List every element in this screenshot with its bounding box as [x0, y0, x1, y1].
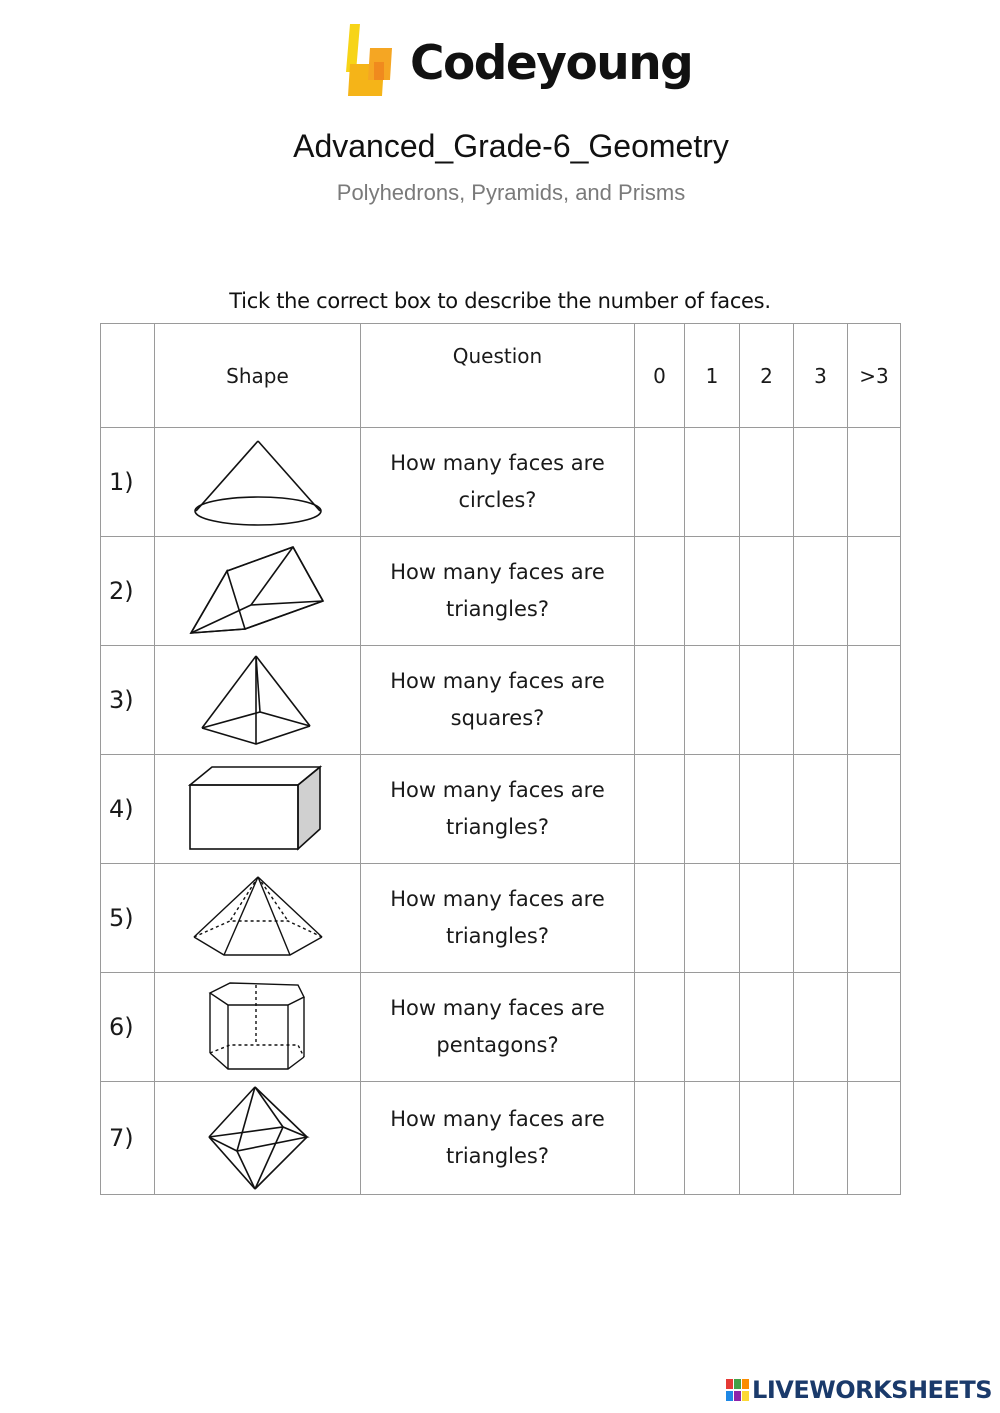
question-cell — [361, 864, 635, 973]
table-row — [101, 646, 901, 755]
table-row — [101, 537, 901, 646]
tick-box-more-than-3[interactable] — [848, 428, 901, 537]
tick-box-0[interactable] — [635, 1082, 685, 1195]
tick-box-1[interactable] — [685, 755, 740, 864]
question-text: pentagons? — [436, 1033, 559, 1057]
table-row — [101, 755, 901, 864]
tick-box-2[interactable] — [740, 428, 794, 537]
octahedron-icon — [203, 1083, 313, 1193]
question-text: triangles? — [445, 597, 550, 621]
header-option-1: 1 — [685, 324, 740, 428]
tick-box-1[interactable] — [685, 973, 740, 1082]
question-text: How many faces are — [390, 1107, 605, 1131]
tick-box-2[interactable] — [740, 537, 794, 646]
question-text: How many faces are — [390, 560, 605, 584]
header-shape: Shape — [155, 324, 361, 428]
header-number — [101, 324, 155, 428]
square-pyramid-icon — [198, 652, 318, 748]
tick-box-2[interactable] — [740, 864, 794, 973]
page-title: Advanced_Grade-6_Geometry — [293, 128, 729, 164]
tick-box-more-than-3[interactable] — [848, 646, 901, 755]
rectangular-prism-icon — [188, 763, 328, 855]
table-row — [101, 1082, 901, 1195]
question-text: squares? — [450, 706, 545, 730]
page-subtitle: Polyhedrons, Pyramids, and Prisms — [336, 180, 686, 205]
question-cell — [361, 428, 635, 537]
shape-cell — [155, 755, 361, 864]
tick-box-1[interactable] — [685, 537, 740, 646]
tick-box-2[interactable] — [740, 755, 794, 864]
question-text: How many faces are — [390, 996, 605, 1020]
triangular-prism-icon — [183, 543, 333, 639]
row-number: 1) — [101, 428, 155, 537]
brand-name: Codeyoung — [410, 36, 693, 91]
shape-cell — [155, 428, 361, 537]
liveworksheets-logo-icon — [726, 1379, 750, 1401]
shape-cell — [155, 537, 361, 646]
cone-icon — [188, 435, 328, 529]
table-row — [101, 864, 901, 973]
tick-box-3[interactable] — [794, 428, 848, 537]
tick-box-0[interactable] — [635, 537, 685, 646]
question-text: How many faces are — [390, 778, 605, 802]
header-option-0: 0 — [635, 324, 685, 428]
table-row — [101, 973, 901, 1082]
pentagonal-prism-icon — [206, 981, 310, 1073]
question-text: triangles? — [445, 1144, 550, 1168]
shape-cell — [155, 1082, 361, 1195]
liveworksheets-brand: LIVEWORKSHEETS — [752, 1376, 992, 1404]
tick-box-3[interactable] — [794, 755, 848, 864]
row-number: 3) — [101, 646, 155, 755]
row-number: 6) — [101, 973, 155, 1082]
shape-cell — [155, 646, 361, 755]
row-number: 7) — [101, 1082, 155, 1195]
codeyoung-logo-mark-icon — [344, 22, 400, 98]
tick-box-more-than-3[interactable] — [848, 973, 901, 1082]
tick-box-more-than-3[interactable] — [848, 1082, 901, 1195]
tick-box-more-than-3[interactable] — [848, 755, 901, 864]
tick-box-1[interactable] — [685, 428, 740, 537]
header-option-more-than-3: >3 — [848, 324, 901, 428]
tick-box-0[interactable] — [635, 973, 685, 1082]
tick-box-2[interactable] — [740, 973, 794, 1082]
question-cell — [361, 646, 635, 755]
tick-box-3[interactable] — [794, 646, 848, 755]
question-text: How many faces are — [390, 887, 605, 911]
question-text: triangles? — [445, 815, 550, 839]
tick-box-0[interactable] — [635, 428, 685, 537]
liveworksheets-footer — [726, 1377, 992, 1403]
shape-cell — [155, 973, 361, 1082]
question-cell — [361, 1082, 635, 1195]
table-row — [101, 428, 901, 537]
tick-box-more-than-3[interactable] — [848, 537, 901, 646]
question-cell — [361, 537, 635, 646]
question-text: How many faces are — [390, 669, 605, 693]
row-number: 4) — [101, 755, 155, 864]
tick-box-1[interactable] — [685, 646, 740, 755]
question-text: How many faces are — [390, 451, 605, 475]
tick-box-more-than-3[interactable] — [848, 864, 901, 973]
tick-box-3[interactable] — [794, 864, 848, 973]
header-row — [101, 324, 901, 428]
tick-box-1[interactable] — [685, 1082, 740, 1195]
tick-box-0[interactable] — [635, 864, 685, 973]
pentagonal-pyramid-icon — [190, 875, 326, 961]
tick-box-3[interactable] — [794, 537, 848, 646]
header-option-3: 3 — [794, 324, 848, 428]
row-number: 2) — [101, 537, 155, 646]
question-text: triangles? — [445, 924, 550, 948]
header-option-2: 2 — [740, 324, 794, 428]
tick-box-3[interactable] — [794, 973, 848, 1082]
tick-box-0[interactable] — [635, 755, 685, 864]
tick-box-1[interactable] — [685, 864, 740, 973]
faces-table — [100, 323, 901, 1195]
row-number: 5) — [101, 864, 155, 973]
tick-box-3[interactable] — [794, 1082, 848, 1195]
question-cell — [361, 973, 635, 1082]
instruction-text: Tick the correct box to describe the number of faces. — [229, 289, 771, 313]
shape-cell — [155, 864, 361, 973]
tick-box-2[interactable] — [740, 1082, 794, 1195]
question-cell — [361, 755, 635, 864]
tick-box-0[interactable] — [635, 646, 685, 755]
tick-box-2[interactable] — [740, 646, 794, 755]
question-text: circles? — [458, 488, 537, 512]
header-question: Question — [361, 324, 635, 428]
codeyoung-logo — [344, 22, 693, 104]
